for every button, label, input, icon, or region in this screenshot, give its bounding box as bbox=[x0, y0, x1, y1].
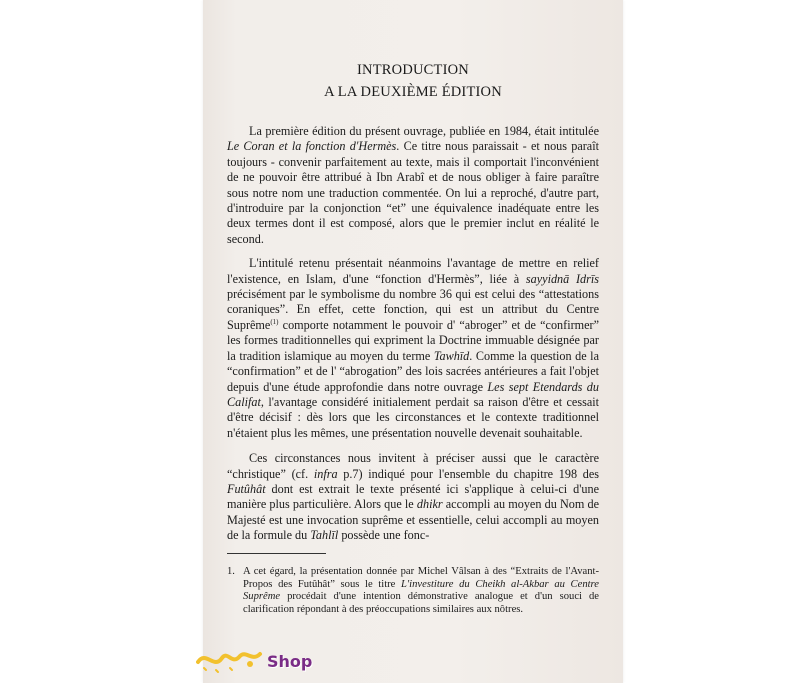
paragraph-2 bbox=[227, 256, 599, 441]
text-run: La première édition du présent ouvrage, publiée en 1984, était intitulée bbox=[249, 124, 599, 138]
text-run: comporte notamment le pouvoir d' “abroger” et de “confirmer” les formes traditionnelles qui expriment la Doctrine immuable désignée par la tradition islamique au moyen du terme bbox=[227, 317, 599, 363]
book-title-italic: Le Coran et la fonction d'Hermès bbox=[227, 139, 397, 154]
book-title-italic: L'investiture du Cheikh al-Akbar au Centre Suprême bbox=[243, 578, 599, 603]
text-run: procédait d'une intention démonstrative analogue et d'un souci de clarification répondant à des préoccupations similaires aux nôtres. bbox=[243, 591, 599, 615]
logo-swoosh-dots bbox=[204, 668, 232, 672]
italic-term: dhikr bbox=[416, 497, 443, 512]
text-run: accompli au moyen du Nom de Majesté est une invocation suprême et essentielle, celui accompli au moyen de la formule du bbox=[227, 497, 599, 543]
text-run: A cet égard, la présentation donnée par Michel Vâlsan à des “Extraits de l'Avant-Propos des Futûhât” sous le titre bbox=[243, 566, 599, 590]
italic-term: Futûhât bbox=[227, 481, 266, 496]
footnote-divider bbox=[227, 553, 326, 554]
page-subtitle: A LA DEUXIÈME ÉDITION bbox=[324, 84, 502, 100]
book-title-italic: Les sept Etendards du Califat bbox=[227, 379, 599, 409]
footnote-text bbox=[243, 566, 599, 616]
text-run: dont est extrait le texte présenté ici s'applique à celui-ci d'une manière plus particulière. Alors que le bbox=[227, 481, 599, 512]
italic-term: Tawhīd bbox=[433, 348, 470, 363]
book-page bbox=[203, 0, 623, 683]
paragraph-1 bbox=[227, 124, 599, 247]
italic-term: sayyidnā Idrīs bbox=[525, 271, 599, 286]
paragraph-3 bbox=[227, 451, 599, 543]
text-run: précisément par le symbolisme du nombre 36 qui est celui des “attestations coraniques”. En effet, cette fonction, qui est un attribut du Centre Suprême bbox=[227, 287, 599, 332]
footnote-number: 1. bbox=[227, 566, 235, 577]
italic-term: infra bbox=[313, 466, 338, 481]
footnote-marker: (1) bbox=[270, 317, 279, 326]
text-run: L'intitulé retenu présentait néanmoins l'avantage de mettre en relief l'existence, en Islam, d'une “fonction d'Hermès”, liée à bbox=[227, 256, 599, 286]
text-run: . Comme la question de la “confirmation” et de l' “abrogation” des lois sacrées antérieures a fait l'objet depuis d'une étude approfondie dans notre ouvrage bbox=[227, 348, 599, 394]
text-run: , l'avantage considéré initialement perdait sa raison d'être et cessait d'être décisif : dès lors que les circonstances et le contexte traditionnel n'étaient plus les mêmes, une présentation nouvelle devenait souhaitable. bbox=[227, 394, 599, 440]
logo-dot bbox=[247, 661, 253, 667]
italic-term: Tahlīl bbox=[310, 528, 339, 543]
shop-logo-text[interactable]: Shop bbox=[267, 652, 313, 671]
text-run: possède une fonc- bbox=[338, 528, 430, 543]
page-title: INTRODUCTION bbox=[357, 62, 469, 78]
text-run: p.7) indiqué pour l'ensemble du chapitre 198 des bbox=[337, 466, 599, 481]
text-run: Ces circonstances nous invitent à préciser aussi que le caractère “christique” (cf. bbox=[227, 451, 599, 481]
footnote bbox=[227, 566, 599, 616]
text-run: . Ce titre nous paraissait - et nous paraît toujours - convenir parfaitement au texte, mais il comportait l'inconvénient de ne pouvoir être attribué à Ibn Arabî et de nous obliger à faire paraître sous notre nom une traduction commentée. On lui a reproché, d'autre part, d'introduire par la conjonction “et” une équivalence inadéquate entre les deux termes dont il est composé, alors que le premier inclut en réalité le second. bbox=[227, 139, 599, 246]
body-text bbox=[227, 124, 599, 554]
logo-swoosh bbox=[198, 654, 260, 662]
